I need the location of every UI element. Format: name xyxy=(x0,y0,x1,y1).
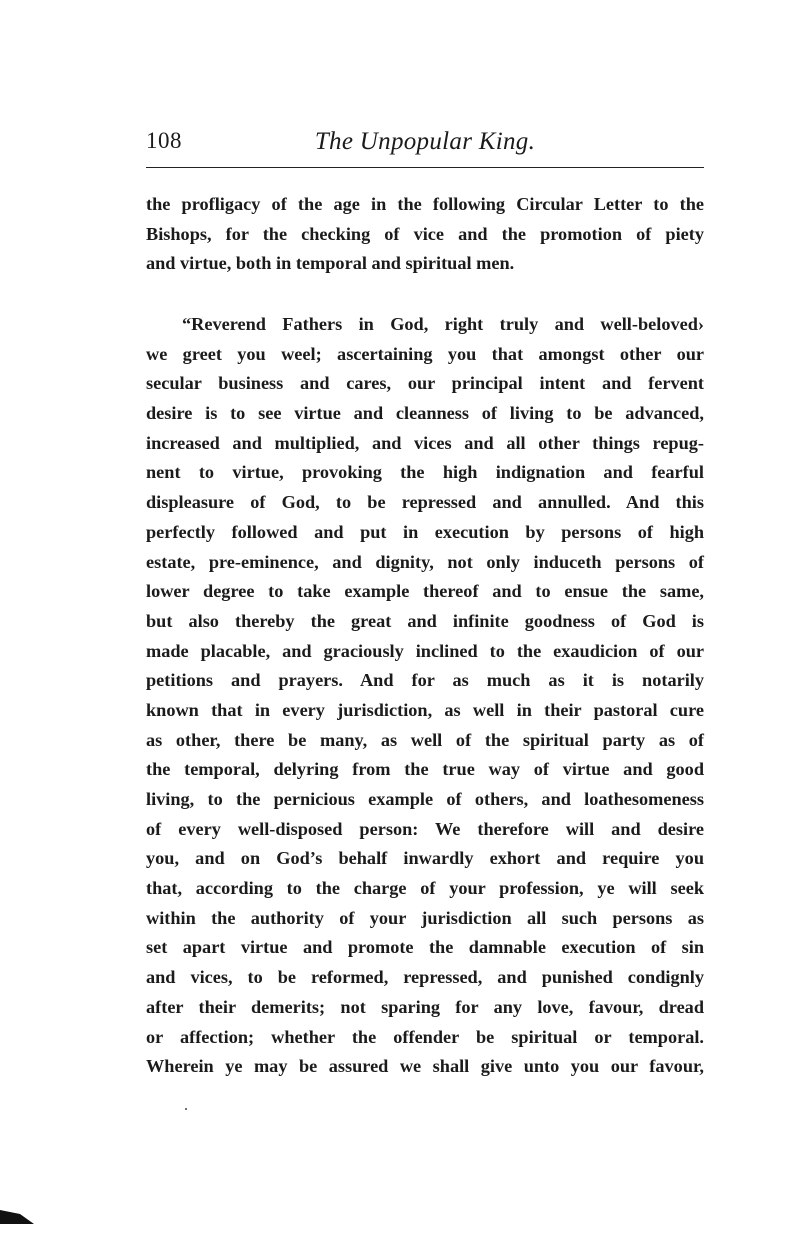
header-rule xyxy=(146,167,704,168)
corner-mark-icon xyxy=(0,1206,40,1228)
running-title: The Unpopular King. xyxy=(314,128,536,155)
text-line: and virtue, both in temporal and spiritual men. xyxy=(146,253,515,274)
text-line: displeasure of God, to be repressed and annulled. And this xyxy=(146,492,704,513)
text-line: after their demerits; not sparing for any love, favour, dread xyxy=(146,996,704,1017)
text-line: the temporal, delyring from the true way of virtue and good xyxy=(146,759,704,780)
text-line: secular business and cares, our principal intent and fervent xyxy=(146,373,704,394)
text-line: known that in every jurisdiction, as well in their pastoral cure xyxy=(146,699,704,720)
page-header xyxy=(146,128,704,164)
text-line: living, to the pernicious example of others, and loathesomeness xyxy=(146,789,704,809)
text-line: and vices, to be reformed, repressed, and punished condignly xyxy=(146,967,704,988)
text-line: that, according to the charge of your profession, ye will seek xyxy=(146,878,704,899)
paragraph-intro xyxy=(146,190,704,279)
text-line: increased and multiplied, and vices and all other things repug- xyxy=(146,432,704,453)
text-line: or affection; whether the offender be spiritual or temporal. xyxy=(146,1026,704,1047)
text-line: perfectly followed and put in execution by persons of high xyxy=(146,521,704,542)
page-number: 108 xyxy=(146,128,182,153)
text-line: desire is to see virtue and cleanness of living to be advanced, xyxy=(146,403,704,424)
text-line: as other, there be many, as well of the spiritual party as of xyxy=(146,729,704,750)
text-line: we greet you weel; ascertaining you that amongst other our xyxy=(146,343,704,364)
text-line: petitions and prayers. And for as much as it is notarily xyxy=(146,670,704,691)
text-line: you, and on God’s behalf inwardly exhort and require you xyxy=(146,848,704,869)
text-line: set apart virtue and promote the damnable execution of sin xyxy=(146,937,704,958)
speck-mark xyxy=(185,1108,187,1110)
text-line: the profligacy of the age in the following Circular Letter to the xyxy=(146,194,704,214)
text-line: lower degree to take example thereof and to ensue the same, xyxy=(146,581,704,602)
text-line: but also thereby the great and infinite goodness of God is xyxy=(146,610,704,631)
text-line: “Reverend Fathers in God, right truly and well-beloved› xyxy=(182,314,704,334)
text-line: made placable, and graciously inclined to the exaudicion of our xyxy=(146,640,704,661)
text-line: Bishops, for the checking of vice and the promotion of piety xyxy=(146,223,704,244)
text-line: of every well-disposed person: We therefore will and desire xyxy=(146,818,704,839)
paragraph-letter xyxy=(146,310,704,1082)
text-line: estate, pre-eminence, and dignity, not only induceth persons of xyxy=(146,551,704,572)
text-line: nent to virtue, provoking the high indignation and fearful xyxy=(146,462,704,483)
text-line: within the authority of your jurisdiction all such persons as xyxy=(146,907,704,928)
text-line: Wherein ye may be assured we shall give unto you our favour, xyxy=(146,1056,704,1077)
